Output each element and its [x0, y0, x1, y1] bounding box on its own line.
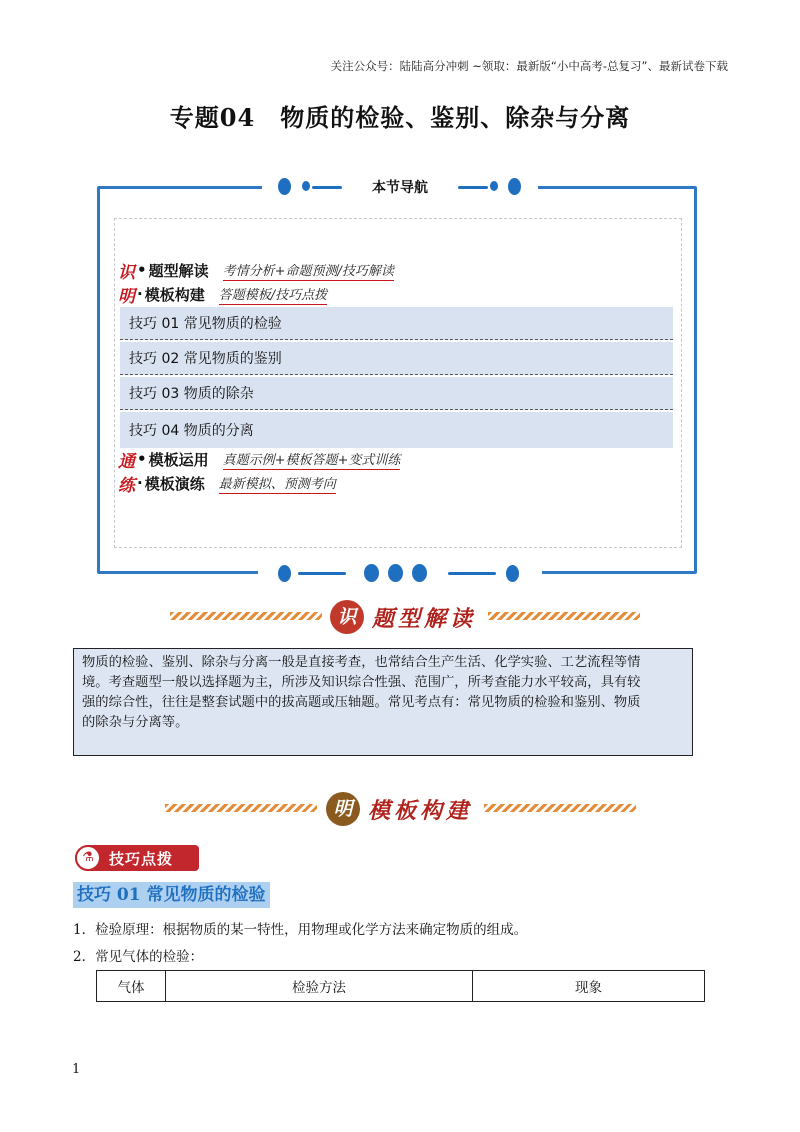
paragraph: 1．检验原理：根据物质的某一特性，用物理或化学方法来确定物质的组成。	[73, 922, 528, 938]
nav-row-yanlian	[118, 472, 336, 494]
dot-icon	[506, 565, 519, 582]
nav-row-label: 模板构建	[144, 285, 205, 304]
dot-icon	[278, 565, 291, 582]
nav-skill-item[interactable]: 技巧 03 物质的除杂	[120, 377, 673, 410]
bullet-icon: •	[137, 450, 147, 468]
nav-row-yunyong	[118, 448, 400, 470]
section-title: 模板构建	[368, 798, 473, 824]
bullet-icon: ·	[137, 474, 143, 492]
nav-row-label: 模板运用	[148, 450, 209, 469]
divider	[448, 572, 496, 575]
divider	[298, 572, 346, 575]
paragraph: 2．常见气体的检验：	[73, 949, 204, 965]
seal-icon: 识	[330, 600, 364, 634]
dot-icon	[278, 178, 291, 195]
nav-footer	[258, 562, 542, 586]
divider	[312, 186, 342, 189]
intro-box	[73, 648, 693, 756]
nav-row-desc: 答题模板/技巧点拨	[219, 284, 327, 305]
nav-title: 本节导航	[372, 180, 428, 196]
page-title: 专题04 物质的检验、鉴别、除杂与分离	[169, 103, 631, 132]
nav-row-desc: 真题示例+模板答题+变式训练	[223, 449, 401, 470]
nav-skill-item[interactable]: 技巧 02 常见物质的鉴别	[120, 342, 673, 375]
seal-icon: 明	[326, 792, 360, 826]
dot-icon	[388, 564, 403, 582]
nav-row-desc: 考情分析+命题预测/技巧解读	[223, 260, 394, 281]
stripe-decoration	[165, 804, 317, 812]
skill-heading: 技巧 01 常见物质的检验	[73, 882, 270, 908]
dot-icon	[302, 181, 310, 191]
nav-row-label: 模板演练	[144, 474, 205, 493]
table-header-cell: 现象	[473, 971, 705, 1002]
nav-skill-item[interactable]: 技巧 04 物质的分离	[120, 412, 673, 448]
intro-line: 境。考查题型一般以选择题为主，所涉及知识综合性强、范围广，所考查能力水平较高，具有较	[82, 675, 641, 690]
nav-row-label: 题型解读	[148, 261, 209, 280]
page-number: 1	[72, 1062, 81, 1077]
section-heading-muban	[0, 788, 800, 828]
nav-header	[262, 174, 538, 200]
nav-row-muban	[118, 283, 327, 305]
nav-row-tixing	[118, 259, 394, 281]
nav-char: 练	[118, 475, 135, 496]
tips-badge	[75, 845, 199, 871]
intro-line: 的除杂与分离等。	[82, 715, 189, 730]
table-header-cell: 检验方法	[166, 971, 473, 1002]
intro-line: 物质的检验、鉴别、除杂与分离一般是直接考查，也常结合生产生活、化学实验、工艺流程等情	[82, 655, 641, 670]
dot-icon	[490, 181, 498, 191]
stripe-decoration	[488, 612, 640, 620]
table-header-row	[97, 971, 705, 1002]
dot-icon	[364, 564, 379, 582]
section-heading-tixing	[0, 596, 800, 636]
gas-test-table	[96, 970, 705, 1002]
table-header-cell: 气体	[97, 971, 166, 1002]
nav-char: 明	[118, 286, 135, 307]
divider	[458, 186, 488, 189]
intro-line: 强的综合性，往往是整套试题中的拔高题或压轴题。常见考点有：常见物质的检验和鉴别、物质	[82, 695, 641, 710]
dot-icon	[508, 178, 521, 195]
bullet-icon: ·	[137, 285, 143, 303]
nav-skill-item[interactable]: 技巧 01 常见物质的检验	[120, 307, 673, 340]
nav-char: 通	[118, 451, 135, 472]
stripe-decoration	[170, 612, 322, 620]
dot-icon	[412, 564, 427, 582]
bullet-icon: •	[137, 261, 147, 279]
flask-icon: ⚗	[75, 845, 101, 871]
badge-label: 技巧点拨	[109, 849, 174, 868]
stripe-decoration	[484, 804, 636, 812]
header-notice: 关注公众号：陆陆高分冲刺 ~领取：最新版“小中高考-总复习”、最新试卷下载	[330, 59, 728, 73]
nav-char: 识	[118, 262, 135, 283]
nav-row-desc: 最新模拟、预测考向	[219, 473, 336, 494]
section-title: 题型解读	[372, 606, 477, 632]
